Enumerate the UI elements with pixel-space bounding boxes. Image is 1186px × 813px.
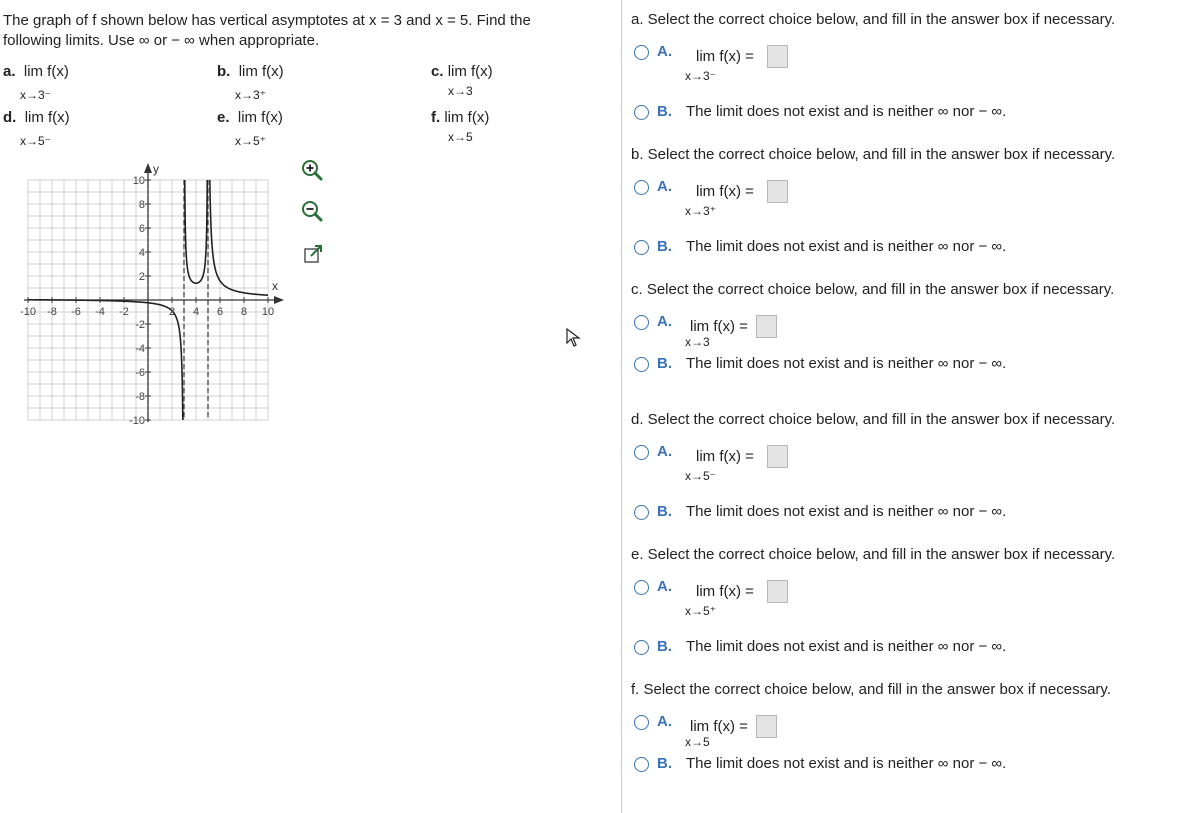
mouse-cursor-icon xyxy=(566,328,582,348)
part-a-sub: x→3⁻ xyxy=(20,88,52,102)
option-a-label[interactable]: A. xyxy=(657,43,672,60)
option-a-limit: lim f(x) = xyxy=(696,583,754,600)
option-b-radio[interactable] xyxy=(634,640,649,655)
option-b-label[interactable]: B. xyxy=(657,238,672,255)
option-b-text: The limit does not exist and is neither ∞ nor − ∞. xyxy=(686,355,1007,372)
part-e xyxy=(217,109,283,126)
option-b-text: The limit does not exist and is neither ∞ nor − ∞. xyxy=(686,755,1007,772)
option-a-radio[interactable] xyxy=(634,715,649,730)
option-b-label[interactable]: B. xyxy=(657,503,672,520)
zoom-out-icon[interactable] xyxy=(299,198,325,224)
x-axis-arrow xyxy=(274,296,284,304)
option-a-radio[interactable] xyxy=(634,445,649,460)
function-graph xyxy=(10,155,295,430)
tick-labels xyxy=(20,175,274,427)
y-tick-label: -4 xyxy=(135,343,145,355)
answer-input-box[interactable] xyxy=(756,315,777,338)
part-letter: d. xyxy=(3,109,17,126)
option-a-radio[interactable] xyxy=(634,45,649,60)
option-b-label[interactable]: B. xyxy=(657,638,672,655)
part-lim: lim f(x) xyxy=(24,109,70,126)
question-prompt: c. Select the correct choice below, and fill in the answer box if necessary. xyxy=(631,281,1115,298)
option-b-label[interactable]: B. xyxy=(657,755,672,772)
option-a-sub: x→3⁺ xyxy=(685,204,717,218)
y-tick-label: 10 xyxy=(132,175,145,187)
zoom-in-icon[interactable] xyxy=(299,157,325,183)
y-tick-label: -2 xyxy=(135,319,145,331)
x-tick-label: -2 xyxy=(119,306,129,318)
part-lim: lim f(x) xyxy=(237,109,283,126)
option-b-radio[interactable] xyxy=(634,105,649,120)
option-a-sub: x→5 xyxy=(685,735,710,749)
option-a-label[interactable]: A. xyxy=(657,713,672,730)
part-letter: a. xyxy=(3,63,16,80)
y-tick-label: 8 xyxy=(138,199,145,211)
problem-line-1: The graph of f shown below has vertical asymptotes at x = 3 and x = 5. Find the xyxy=(3,12,531,29)
x-tick-label: -8 xyxy=(47,306,57,318)
y-axis-label: y xyxy=(153,162,159,176)
y-tick-label: -6 xyxy=(135,367,145,379)
option-a-sub: x→3 xyxy=(685,335,710,349)
y-axis-arrow xyxy=(144,163,152,173)
x-tick-label: 4 xyxy=(192,306,200,318)
x-tick-label: -10 xyxy=(20,306,36,318)
part-lim: lim f(x) xyxy=(447,63,493,80)
x-tick-label: 6 xyxy=(216,306,224,318)
option-b-radio[interactable] xyxy=(634,240,649,255)
part-a xyxy=(3,63,69,80)
option-a-radio[interactable] xyxy=(634,315,649,330)
option-b-text: The limit does not exist and is neither ∞ nor − ∞. xyxy=(686,238,1007,255)
answer-input-box[interactable] xyxy=(756,715,777,738)
part-lim: lim f(x) xyxy=(23,63,69,80)
part-letter: c. xyxy=(431,63,444,80)
option-a-limit: lim f(x) = xyxy=(696,48,754,65)
part-letter: e. xyxy=(217,109,230,126)
part-f-sub: x→5 xyxy=(448,130,473,144)
x-tick-label: -6 xyxy=(71,306,81,318)
question-prompt: a. Select the correct choice below, and fill in the answer box if necessary. xyxy=(631,11,1116,28)
part-e-sub: x→5⁺ xyxy=(235,134,267,148)
panel-divider xyxy=(621,0,622,813)
option-a-limit: lim f(x) = xyxy=(690,318,748,335)
x-tick-label: 2 xyxy=(168,306,176,318)
y-tick-label: -10 xyxy=(129,415,145,427)
option-b-radio[interactable] xyxy=(634,357,649,372)
option-a-sub: x→5⁺ xyxy=(685,604,717,618)
option-a-limit: lim f(x) = xyxy=(690,718,748,735)
problem-line-2: following limits. Use ∞ or − ∞ when appropriate. xyxy=(3,32,320,49)
option-b-radio[interactable] xyxy=(634,505,649,520)
y-tick-label: 2 xyxy=(138,271,145,283)
part-c-sub: x→3 xyxy=(448,84,473,98)
question-prompt: b. Select the correct choice below, and fill in the answer box if necessary. xyxy=(631,146,1116,163)
option-a-label[interactable]: A. xyxy=(657,178,672,195)
x-tick-label: -4 xyxy=(95,306,105,318)
answer-input-box[interactable] xyxy=(767,45,788,68)
option-a-sub: x→5⁻ xyxy=(685,469,717,483)
option-b-text: The limit does not exist and is neither ∞ nor − ∞. xyxy=(686,503,1007,520)
option-a-limit: lim f(x) = xyxy=(696,183,754,200)
answer-input-box[interactable] xyxy=(767,180,788,203)
y-tick-label: 4 xyxy=(138,247,145,259)
answer-input-box[interactable] xyxy=(767,580,788,603)
option-a-sub: x→3⁻ xyxy=(685,69,717,83)
option-a-radio[interactable] xyxy=(634,180,649,195)
option-b-label[interactable]: B. xyxy=(657,355,672,372)
question-prompt: f. Select the correct choice below, and fill in the answer box if necessary. xyxy=(631,681,1111,698)
part-d-sub: x→5⁻ xyxy=(20,134,52,148)
part-letter: b. xyxy=(217,63,231,80)
option-a-label[interactable]: A. xyxy=(657,443,672,460)
part-f xyxy=(431,109,489,126)
answer-input-box[interactable] xyxy=(767,445,788,468)
graph-axes xyxy=(24,162,284,422)
part-lim: lim f(x) xyxy=(238,63,284,80)
option-b-label[interactable]: B. xyxy=(657,103,672,120)
x-axis-label: x xyxy=(272,279,278,293)
option-b-text: The limit does not exist and is neither ∞ nor − ∞. xyxy=(686,638,1007,655)
part-b-sub: x→3⁺ xyxy=(235,88,267,102)
part-c xyxy=(431,63,493,80)
x-tick-label: 10 xyxy=(261,306,275,318)
part-lim: lim f(x) xyxy=(444,109,490,126)
part-letter: f. xyxy=(431,109,441,126)
y-tick-label: 6 xyxy=(138,223,145,235)
option-b-radio[interactable] xyxy=(634,757,649,772)
question-prompt: e. Select the correct choice below, and fill in the answer box if necessary. xyxy=(631,546,1116,563)
option-b-text: The limit does not exist and is neither ∞ nor − ∞. xyxy=(686,103,1007,120)
popout-icon[interactable] xyxy=(300,241,326,267)
x-tick-label: 8 xyxy=(240,306,248,318)
part-b xyxy=(217,63,284,80)
question-prompt: d. Select the correct choice below, and fill in the answer box if necessary. xyxy=(631,411,1116,428)
option-a-radio[interactable] xyxy=(634,580,649,595)
y-tick-label: -8 xyxy=(135,391,145,403)
part-d xyxy=(3,109,70,126)
problem-statement xyxy=(3,11,531,51)
option-a-label[interactable]: A. xyxy=(657,313,672,330)
option-a-limit: lim f(x) = xyxy=(696,448,754,465)
option-a-label[interactable]: A. xyxy=(657,578,672,595)
